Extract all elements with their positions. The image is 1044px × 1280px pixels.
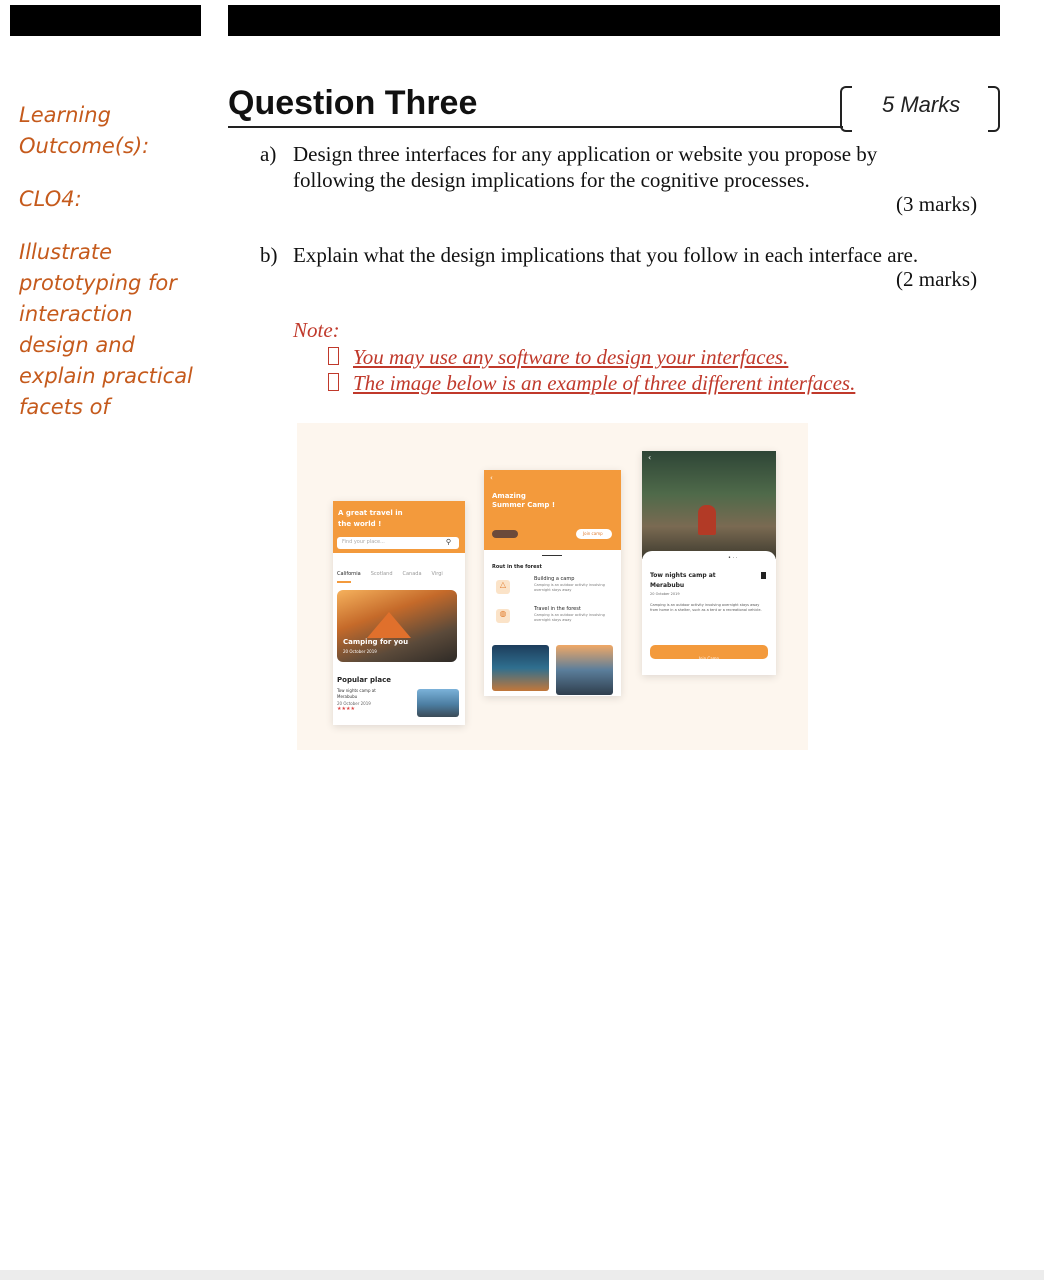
mock-section-title: Rout in the forest <box>492 564 542 570</box>
mock-item-text: Camping is an outdoor activity involving overnight stays away <box>534 583 605 592</box>
part-b-marks: (2 marks) <box>896 267 978 291</box>
mock-photo <box>556 645 613 695</box>
back-arrow-icon: ‹ <box>648 453 652 462</box>
mock-join-button <box>576 529 612 539</box>
mock-join-camp-label: Join Camp <box>698 656 720 661</box>
mock-title-line2: Merabubu <box>650 582 685 589</box>
note-bullet-text: The image below is an example of three different interfaces. <box>353 371 856 395</box>
redacted-header-right <box>228 5 1000 36</box>
person-figure <box>698 505 716 535</box>
example-interfaces-image <box>297 423 808 750</box>
search-icon: ⚲ <box>445 538 451 546</box>
note-label: Note: <box>293 318 340 342</box>
mock-card-date: 20 October 2019 <box>343 649 377 654</box>
mock-tab: Scotland <box>370 571 393 577</box>
part-a-line2: following the design implications for the cognitive processes. <box>293 168 810 192</box>
tent-shape <box>367 612 411 638</box>
mock-title-line1: Amazing <box>492 492 526 500</box>
mock-join-camp-button <box>650 645 768 659</box>
title-underline <box>228 126 843 128</box>
mock-item-title: Tow nights camp at Merabubu <box>337 688 376 699</box>
mock-tab-underline <box>337 581 351 583</box>
camp-icon: △ <box>496 580 510 594</box>
question-title: Question Three <box>228 84 478 122</box>
mock-screen-detail <box>642 451 776 675</box>
mock-hero-image <box>642 451 776 559</box>
total-marks-box <box>840 86 1000 130</box>
mock-section-title: Popular place <box>337 676 391 684</box>
mock-tab: Canada <box>402 571 422 577</box>
bookmark-icon <box>761 572 766 579</box>
mock-divider <box>542 555 562 556</box>
mock-header-text: A great travel in the world ! <box>338 509 403 528</box>
mock-search-placeholder: Find your place... <box>342 539 385 545</box>
mock-tab: California <box>337 571 361 577</box>
part-b-text: Explain what the design implications that you follow in each interface are. <box>293 243 919 267</box>
sidebar-line: prototyping for <box>19 271 177 295</box>
part-b-label: b) <box>260 243 278 267</box>
mock-join-label: Join camp <box>583 531 603 536</box>
back-arrow-icon: ‹ <box>490 474 493 482</box>
sidebar-line: Illustrate <box>19 240 113 264</box>
sidebar-line: Learning <box>19 103 111 127</box>
mock-body-text: Camping is an outdoor activity involving overnight stays away from home in a shelter, such as a tent or a recreational vehicle. <box>650 603 762 612</box>
note-bullet-text: You may use any software to design your interfaces. <box>353 345 789 369</box>
bullet-box-icon <box>328 347 339 365</box>
mock-tabs <box>337 571 465 577</box>
mock-screen-camp <box>484 470 621 696</box>
sidebar-line: CLO4: <box>19 187 82 211</box>
bracket-left <box>840 86 852 132</box>
mock-photo <box>492 645 549 691</box>
part-a-label: a) <box>260 142 277 166</box>
note-bullet <box>328 345 788 370</box>
mock-title-line1: Tow nights camp at <box>650 572 716 579</box>
sidebar-line: facets of <box>19 395 110 419</box>
sidebar-line: interaction <box>19 302 133 326</box>
sidebar-line: explain practical <box>19 364 193 388</box>
mock-item-text: Camping is an outdoor activity involving overnight stays away <box>534 613 605 622</box>
total-marks: 5 Marks <box>882 92 961 117</box>
mock-item-thumb <box>417 689 459 717</box>
part-a-line1: Design three interfaces for any application or website you propose by <box>293 142 878 166</box>
part-a-marks: (3 marks) <box>896 192 978 216</box>
sidebar-line: design and <box>19 333 135 357</box>
mock-avatars <box>492 530 518 538</box>
mock-title-line2: Summer Camp ! <box>492 501 556 509</box>
mock-search-input <box>337 537 459 549</box>
mock-item-date: 20 October 2019 <box>337 701 371 706</box>
redacted-header-left <box>10 5 201 36</box>
note-bullet <box>328 371 855 396</box>
sidebar-line: Outcome(s): <box>19 134 150 158</box>
learning-outcome-sidebar <box>19 100 214 423</box>
bullet-box-icon <box>328 373 339 391</box>
mock-screen-home <box>333 501 465 725</box>
page-bottom-edge <box>0 1270 1044 1280</box>
mock-item-title: Travel in the forest <box>534 606 581 612</box>
pager-dots: • · · <box>728 555 738 561</box>
mock-item-title: Building a camp <box>534 576 575 582</box>
bracket-right <box>988 86 1000 132</box>
mock-date: 20 October 2019 <box>650 592 680 596</box>
mock-tab: Virgi <box>431 571 443 577</box>
mock-stars: ★★★★ <box>337 706 355 712</box>
mock-card-title: Camping for you <box>343 638 409 646</box>
globe-icon: ◍ <box>496 609 510 623</box>
